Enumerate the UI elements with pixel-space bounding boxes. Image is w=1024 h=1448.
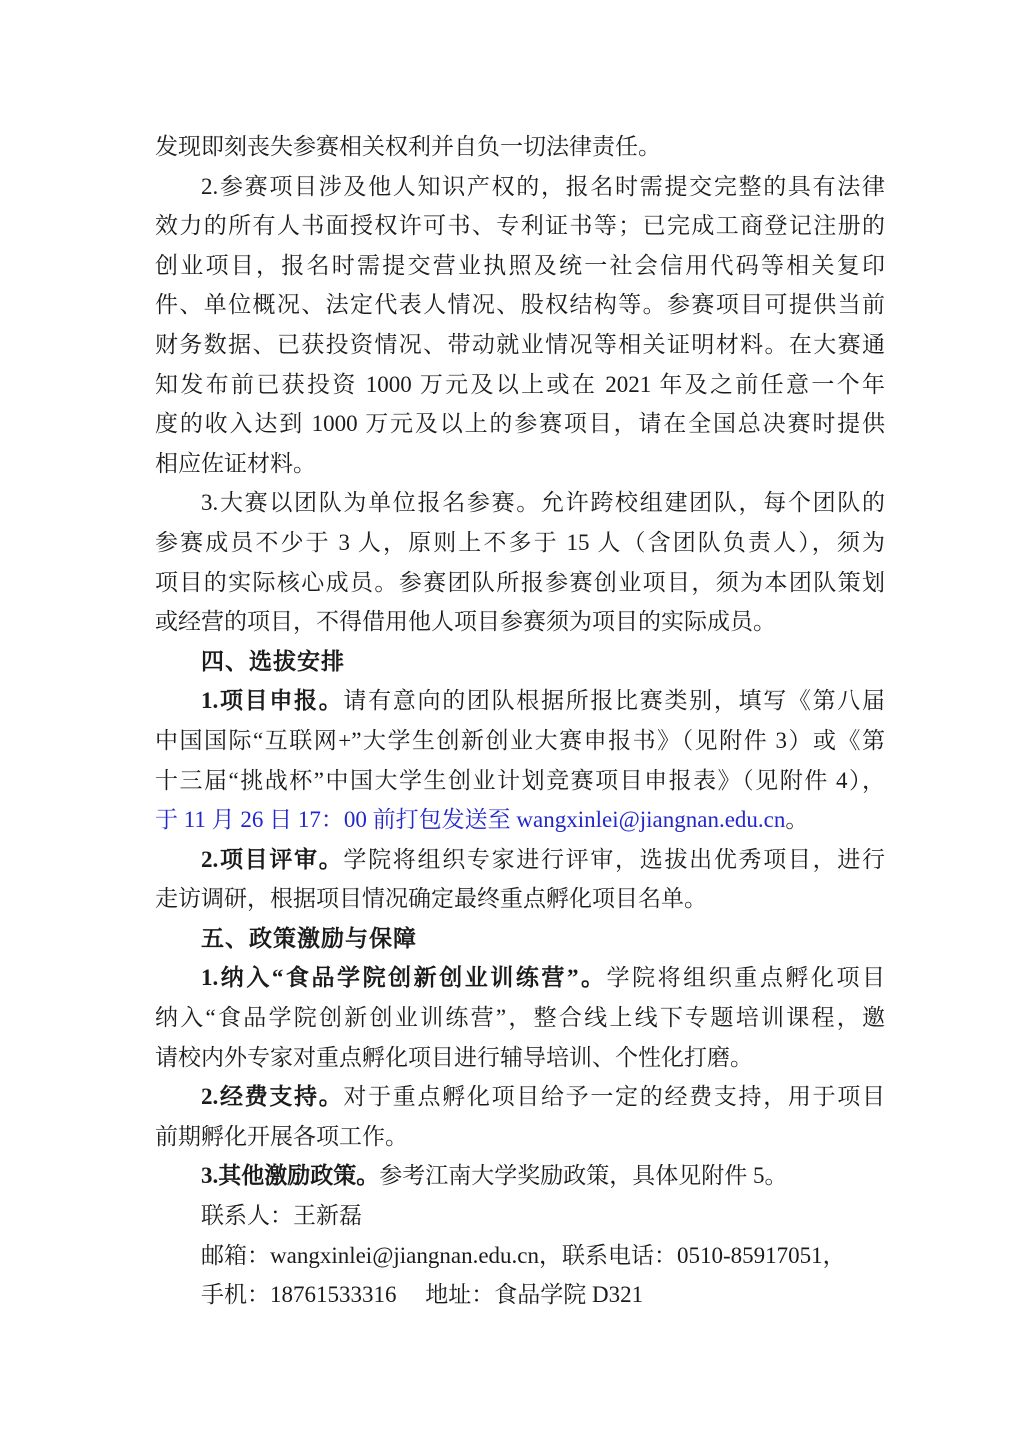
text-line: [155, 483, 885, 523]
text-segment: 十三届“挑战杯”中国大学生创业计划竞赛项目申报表》（见附件 4），: [155, 767, 885, 793]
text-segment: 学院将组织专家进行评审，选拔出优秀项目，进行: [343, 846, 886, 872]
text-segment: 邮箱：wangxinlei@jiangnan.edu.cn，联系电话：0510-85917051，: [201, 1242, 846, 1268]
text-line: [155, 761, 885, 801]
text-segment: 手机：18761533316 地址：食品学院 D321: [201, 1282, 644, 1308]
text-line: [155, 1196, 885, 1236]
text-line: [155, 721, 885, 761]
section-heading: 五、政策激励与保障: [201, 924, 417, 951]
text-line: [155, 563, 885, 603]
text-segment: 创业项目，报名时需提交营业执照及统一社会信用代码等相关复印: [155, 252, 885, 278]
text-segment: 知发布前已获投资 1000 万元及以上或在 2021 年及之前任意一个年: [155, 371, 885, 397]
text-line: [155, 1077, 885, 1117]
run-in-heading: 3.其他激励政策。: [201, 1163, 380, 1189]
text-line: [155, 285, 885, 325]
text-segment: 度的收入达到 1000 万元及以上的参赛项目，请在全国总决赛时提供: [155, 411, 885, 437]
text-segment: 3.大赛以团队为单位报名参赛。允许跨校组建团队，每个团队的: [201, 490, 885, 516]
text-line: [155, 1038, 885, 1078]
deadline-email-link[interactable]: 于 11 月 26 日 17：00 前打包发送至 wangxinlei@jiangnan.edu.cn: [155, 807, 786, 833]
run-in-heading: 1.项目申报。: [201, 688, 344, 714]
text-segment: 联系人：王新磊: [201, 1203, 362, 1229]
text-segment: 或经营的项目，不得借用他人项目参赛须为项目的实际成员。: [155, 609, 776, 635]
text-line: [155, 958, 885, 998]
section-heading: 四、选拔安排: [201, 647, 345, 674]
text-line: [155, 800, 885, 840]
text-segment: 相应佐证材料。: [155, 450, 316, 476]
run-in-heading: 1.纳入“食品学院创新创业训练营”。: [201, 965, 607, 991]
text-segment: 效力的所有人书面授权许可书、专利证书等；已完成工商登记注册的: [155, 213, 885, 239]
text-segment: 件、单位概况、法定代表人情况、股权结构等。参赛项目可提供当前: [155, 292, 885, 318]
run-in-heading: 2.经费支持。: [201, 1084, 344, 1110]
text-line: [155, 127, 885, 167]
run-in-heading: 2.项目评审。: [201, 846, 344, 872]
text-segment: 请校内外专家对重点孵化项目进行辅导培训、个性化打磨。: [155, 1044, 753, 1070]
text-line: [155, 404, 885, 444]
text-segment: 前期孵化开展各项工作。: [155, 1123, 408, 1149]
text-line: [155, 246, 885, 286]
text-line: [155, 1117, 885, 1157]
text-line: [155, 998, 885, 1038]
text-line: [155, 1156, 885, 1196]
text-segment: 2.参赛项目涉及他人知识产权的，报名时需提交完整的具有法律: [201, 173, 885, 199]
section-heading-line: [155, 919, 885, 959]
text-segment: 请有意向的团队根据所报比赛类别，填写《第八届: [343, 688, 886, 714]
text-line: [155, 602, 885, 642]
text-line: [155, 365, 885, 405]
text-line: [155, 325, 885, 365]
section-heading-line: [155, 642, 885, 682]
text-segment: 中国国际“互联网+”大学生创新创业大赛申报书》（见附件 3）或《第: [155, 727, 885, 753]
text-line: [155, 879, 885, 919]
text-segment: 走访调研，根据项目情况确定最终重点孵化项目名单。: [155, 886, 707, 912]
text-segment: 参赛成员不少于 3 人，原则上不多于 15 人（含团队负责人），须为: [155, 529, 885, 555]
text-segment: 。: [785, 807, 809, 833]
text-segment: 学院将组织重点孵化项目: [606, 965, 886, 991]
text-segment: 纳入“食品学院创新创业训练营”，整合线上线下专题培训课程，邀: [155, 1005, 885, 1031]
text-segment: 财务数据、已获投资情况、带动就业情况等相关证明材料。在大赛通: [155, 331, 885, 357]
text-line: [155, 206, 885, 246]
text-segment: 参考江南大学奖励政策，具体见附件 5。: [379, 1163, 788, 1189]
text-line: [155, 167, 885, 207]
text-segment: 发现即刻丧失参赛相关权利并自负一切法律责任。: [155, 134, 661, 159]
document-body: [155, 127, 885, 1315]
text-line: [155, 840, 885, 880]
text-line: [155, 681, 885, 721]
text-line: [155, 523, 885, 563]
text-segment: 对于重点孵化项目给予一定的经费支持，用于项目: [343, 1084, 886, 1110]
text-line: [155, 1236, 885, 1276]
text-line: [155, 444, 885, 484]
text-segment: 项目的实际核心成员。参赛团队所报参赛创业项目，须为本团队策划: [155, 569, 885, 595]
text-line: [155, 1275, 885, 1315]
